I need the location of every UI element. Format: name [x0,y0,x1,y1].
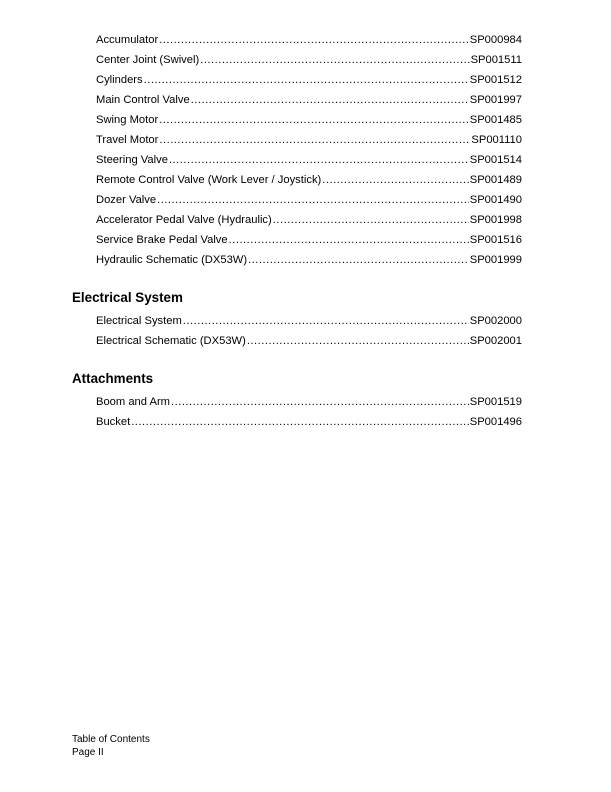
toc-entry-boom-and-arm[interactable] [96,392,522,412]
toc-entry-electrical-schematic[interactable] [96,331,522,351]
toc-entry-title: Service Brake Pedal Valve [96,234,228,246]
footer-document-section: Table of Contents [72,734,150,745]
toc-entry-code: SP001485 [469,114,522,126]
dot-leader [273,210,469,230]
toc-entry-code: SP001519 [469,396,522,408]
toc-entry-code: SP001998 [469,214,522,226]
page-footer [72,733,150,759]
dot-leader [157,190,469,210]
dot-leader [131,412,469,432]
toc-entry-code: SP001110 [471,134,522,146]
toc-entry-title: Accumulator [96,34,159,46]
toc-entry-title: Electrical System [96,315,182,327]
toc-entry-title: Accelerator Pedal Valve (Hydraulic) [96,214,272,226]
section-heading-electrical-system: Electrical System [72,290,183,305]
dot-leader [322,170,468,190]
toc-entry-cylinders[interactable] [96,70,522,90]
toc-entry-title: Hydraulic Schematic (DX53W) [96,254,248,266]
toc-entry-title: Dozer Valve [96,194,157,206]
attachments-toc-list [96,392,522,432]
toc-entry-accumulator[interactable] [96,30,522,50]
dot-leader [200,50,469,70]
toc-entry-remote-control-valve[interactable] [96,170,522,190]
toc-entry-steering-valve[interactable] [96,150,522,170]
toc-entry-service-brake-pedal-valve[interactable] [96,230,522,250]
toc-entry-hydraulic-schematic[interactable] [96,250,522,270]
toc-entry-travel-motor[interactable] [96,130,522,150]
section-heading-attachments: Attachments [72,371,154,386]
toc-entry-code: SP001514 [469,154,522,166]
dot-leader [191,90,469,110]
toc-entry-title: Remote Control Valve (Work Lever / Joystick) [96,174,322,186]
toc-entry-swing-motor[interactable] [96,110,522,130]
dot-leader [183,311,469,331]
toc-entry-center-joint[interactable] [96,50,522,70]
toc-entry-code: SP001512 [469,74,522,86]
toc-entry-title: Center Joint (Swivel) [96,54,200,66]
toc-entry-code: SP002001 [469,335,522,347]
toc-entry-title: Boom and Arm [96,396,170,408]
footer-page-number: Page II [72,747,104,758]
dot-leader [247,331,469,351]
toc-entry-code: SP001997 [469,94,522,106]
dot-leader [159,30,469,50]
toc-entry-code: SP001496 [469,416,522,428]
dot-leader [248,250,469,270]
electrical-toc-list [96,311,522,351]
toc-entry-electrical-system[interactable] [96,311,522,331]
dot-leader [171,392,469,412]
toc-entry-code: SP001516 [469,234,522,246]
toc-entry-dozer-valve[interactable] [96,190,522,210]
toc-entry-title: Steering Valve [96,154,168,166]
toc-entry-accelerator-pedal-valve[interactable] [96,210,522,230]
hydraulic-toc-list [96,30,522,270]
dot-leader [169,150,469,170]
toc-entry-main-control-valve[interactable] [96,90,522,110]
toc-entry-code: SP000984 [469,34,522,46]
dot-leader [159,110,469,130]
toc-entry-code: SP001999 [469,254,522,266]
toc-entry-title: Swing Motor [96,114,159,126]
toc-entry-title: Travel Motor [96,134,159,146]
toc-entry-title: Electrical Schematic (DX53W) [96,335,246,347]
dot-leader [144,70,469,90]
toc-entry-bucket[interactable] [96,412,522,432]
toc-entry-title: Bucket [96,416,131,428]
toc-entry-code: SP001490 [469,194,522,206]
dot-leader [159,130,470,150]
toc-entry-title: Main Control Valve [96,94,190,106]
dot-leader [229,230,469,250]
toc-entry-title: Cylinders [96,74,143,86]
toc-entry-code: SP001489 [469,174,522,186]
toc-entry-code: SP001511 [470,54,522,66]
toc-entry-code: SP002000 [469,315,522,327]
